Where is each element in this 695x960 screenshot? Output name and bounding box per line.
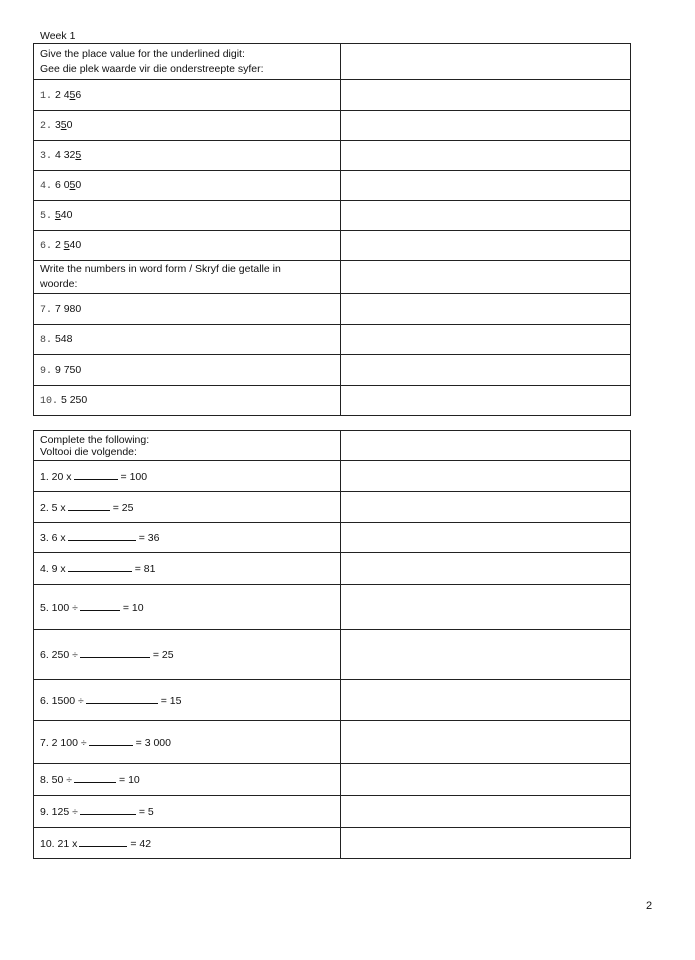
answer-cell[interactable] (341, 828, 631, 859)
answer-cell[interactable] (341, 585, 631, 630)
answer-blank[interactable] (89, 736, 133, 746)
answer-blank[interactable] (68, 562, 132, 572)
item-number: 10. (40, 396, 59, 407)
table-row: 2. 350 (34, 111, 631, 141)
worksheet-table-2 (33, 430, 631, 859)
table-row: 5. 540 (34, 201, 631, 231)
underlined-digit: 5 (54, 209, 61, 221)
answer-blank[interactable] (68, 501, 110, 511)
section3-header-row (34, 431, 631, 461)
week-label: Week 1 (40, 30, 76, 42)
answer-cell[interactable] (341, 680, 631, 721)
section1-header-line1: Give the place value for the underlined digit: (40, 47, 245, 60)
answer-cell[interactable] (341, 630, 631, 680)
underlined-digit: 5 (75, 149, 82, 161)
answer-blank[interactable] (68, 531, 136, 541)
answer-blank[interactable] (86, 694, 158, 704)
item-number: 5. (40, 211, 53, 222)
answer-cell[interactable] (341, 764, 631, 796)
section1-header-line2: Gee die plek waarde vir die onderstreepte syfer: (40, 62, 264, 75)
answer-cell[interactable] (341, 141, 631, 171)
underlined-digit: 5 (60, 119, 67, 131)
answer-blank[interactable] (80, 601, 120, 611)
item-number: 6. (40, 241, 53, 252)
answer-cell[interactable] (341, 355, 631, 386)
section2-header-line1: Write the numbers in word form / Skryf die getalle in (40, 263, 281, 275)
answer-cell[interactable] (341, 721, 631, 764)
answer-cell[interactable] (341, 201, 631, 231)
table-row: 1. 2 456 (34, 80, 631, 111)
item-number: 8. (40, 335, 53, 346)
answer-blank[interactable] (80, 805, 136, 815)
answer-cell[interactable] (341, 523, 631, 553)
table-row: 10. 21 x = 42 (34, 828, 631, 859)
answer-cell[interactable] (341, 261, 631, 294)
underlined-digit: 5 (69, 179, 76, 191)
answer-cell[interactable] (341, 111, 631, 141)
table-row: 3. 6 x = 36 (34, 523, 631, 553)
worksheet-table-1 (33, 43, 631, 416)
answer-cell[interactable] (341, 294, 631, 325)
item-number: 4. (40, 181, 53, 192)
table-row: 4. 6 050 (34, 171, 631, 201)
answer-cell[interactable] (341, 386, 631, 416)
table-row: 9. 125 ÷ = 5 (34, 796, 631, 828)
item-number: 1. (40, 90, 53, 102)
item-number: 2. (40, 121, 53, 132)
answer-cell[interactable] (341, 231, 631, 261)
table-row: 8. 50 ÷ = 10 (34, 764, 631, 796)
table-row: 1. 20 x = 100 (34, 461, 631, 492)
table-row: 7. 7 980 (34, 294, 631, 325)
table-row: 2. 5 x = 25 (34, 492, 631, 523)
table-row: 6. 1500 ÷ = 15 (34, 680, 631, 721)
table-row: 9. 9 750 (34, 355, 631, 386)
answer-cell[interactable] (341, 171, 631, 201)
section1-header-row (34, 44, 631, 80)
table-row: 6. 250 ÷ = 25 (34, 630, 631, 680)
answer-blank[interactable] (74, 470, 118, 480)
section2-header-line2: woorde: (40, 278, 78, 290)
table-row: 4. 9 x = 81 (34, 553, 631, 585)
answer-cell[interactable] (341, 461, 631, 492)
section3-header-line1: Complete the following: (40, 433, 150, 446)
answer-cell[interactable] (341, 44, 631, 80)
table-row: 6. 2 540 (34, 231, 631, 261)
section3-header-line2: Voltooi die volgende: (40, 445, 137, 458)
table-row: 8. 548 (34, 325, 631, 355)
table-row: 7. 2 100 ÷ = 3 000 (34, 721, 631, 764)
underlined-digit: 5 (63, 239, 70, 251)
answer-cell[interactable] (341, 796, 631, 828)
answer-cell[interactable] (341, 553, 631, 585)
answer-cell[interactable] (341, 325, 631, 355)
table-row: 10. 5 250 (34, 386, 631, 416)
answer-cell[interactable] (341, 80, 631, 111)
answer-blank[interactable] (74, 773, 116, 783)
answer-cell[interactable] (341, 431, 631, 461)
answer-blank[interactable] (79, 837, 127, 847)
page-number: 2 (646, 900, 653, 912)
answer-cell[interactable] (341, 492, 631, 523)
item-number: 9. (40, 365, 53, 377)
item-number: 3. (40, 151, 53, 162)
answer-blank[interactable] (80, 648, 150, 658)
item-number: 7. (40, 304, 53, 316)
underlined-digit: 5 (69, 88, 76, 101)
table-row: 3. 4 325 (34, 141, 631, 171)
section2-header-row (34, 261, 631, 294)
table-row: 5. 100 ÷ = 10 (34, 585, 631, 630)
